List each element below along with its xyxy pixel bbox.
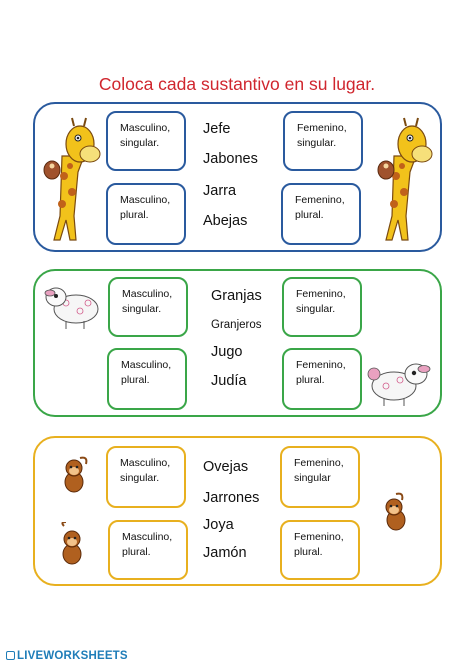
drop-box-masculino-singular[interactable]: Masculino, singular. — [108, 277, 188, 337]
liveworksheets-logo — [6, 650, 128, 662]
word-jarrones[interactable]: Jarrones — [203, 490, 260, 506]
word-granjas[interactable]: Granjas — [211, 288, 262, 304]
word-abejas[interactable]: Abejas — [203, 213, 248, 229]
monkey-icon — [58, 454, 90, 496]
giraffe-icon — [40, 116, 104, 244]
word-jabones[interactable]: Jabones — [203, 151, 258, 167]
drop-box-masculino-singular[interactable]: Masculino, singular. — [106, 446, 186, 508]
footer-brand: LIVEWORKSHEETS — [17, 650, 128, 662]
drop-box-femenino-plural[interactable]: Femenino, plural. — [280, 520, 360, 580]
drop-box-masculino-plural[interactable]: Masculino, plural. — [106, 183, 186, 245]
drop-box-masculino-plural[interactable]: Masculino, plural. — [108, 520, 188, 580]
worksheet-title: Coloca cada sustantivo en su lugar. — [98, 74, 376, 94]
sheep-icon — [364, 356, 436, 410]
drop-box-femenino-singular[interactable]: Femenino, singular — [280, 446, 360, 508]
drop-box-femenino-singular[interactable]: Femenino, singular. — [282, 277, 362, 337]
drop-box-femenino-plural[interactable]: Femenino, plural. — [281, 183, 361, 245]
word-jefe[interactable]: Jefe — [203, 121, 231, 137]
sheep-icon — [40, 281, 104, 331]
word-ovejas[interactable]: Ovejas — [203, 459, 249, 475]
drop-box-masculino-singular[interactable]: Masculino, singular. — [106, 111, 186, 171]
drop-box-femenino-plural[interactable]: Femenino, plural. — [282, 348, 362, 410]
word-jarra[interactable]: Jarra — [203, 183, 237, 199]
drop-box-masculino-plural[interactable]: Masculino, plural. — [107, 348, 187, 410]
word-granjeros[interactable]: Granjeros — [211, 319, 262, 331]
word-joya[interactable]: Joya — [203, 517, 234, 533]
word-jamon[interactable]: Jamón — [203, 545, 247, 561]
monkey-icon — [56, 522, 88, 568]
word-judia[interactable]: Judía — [211, 373, 247, 389]
drop-box-femenino-singular[interactable]: Femenino, singular. — [283, 111, 363, 171]
monkey-icon — [378, 492, 412, 534]
giraffe-icon — [372, 116, 436, 244]
word-jugo[interactable]: Jugo — [211, 344, 243, 360]
liveworksheets-logo-icon — [6, 651, 15, 660]
